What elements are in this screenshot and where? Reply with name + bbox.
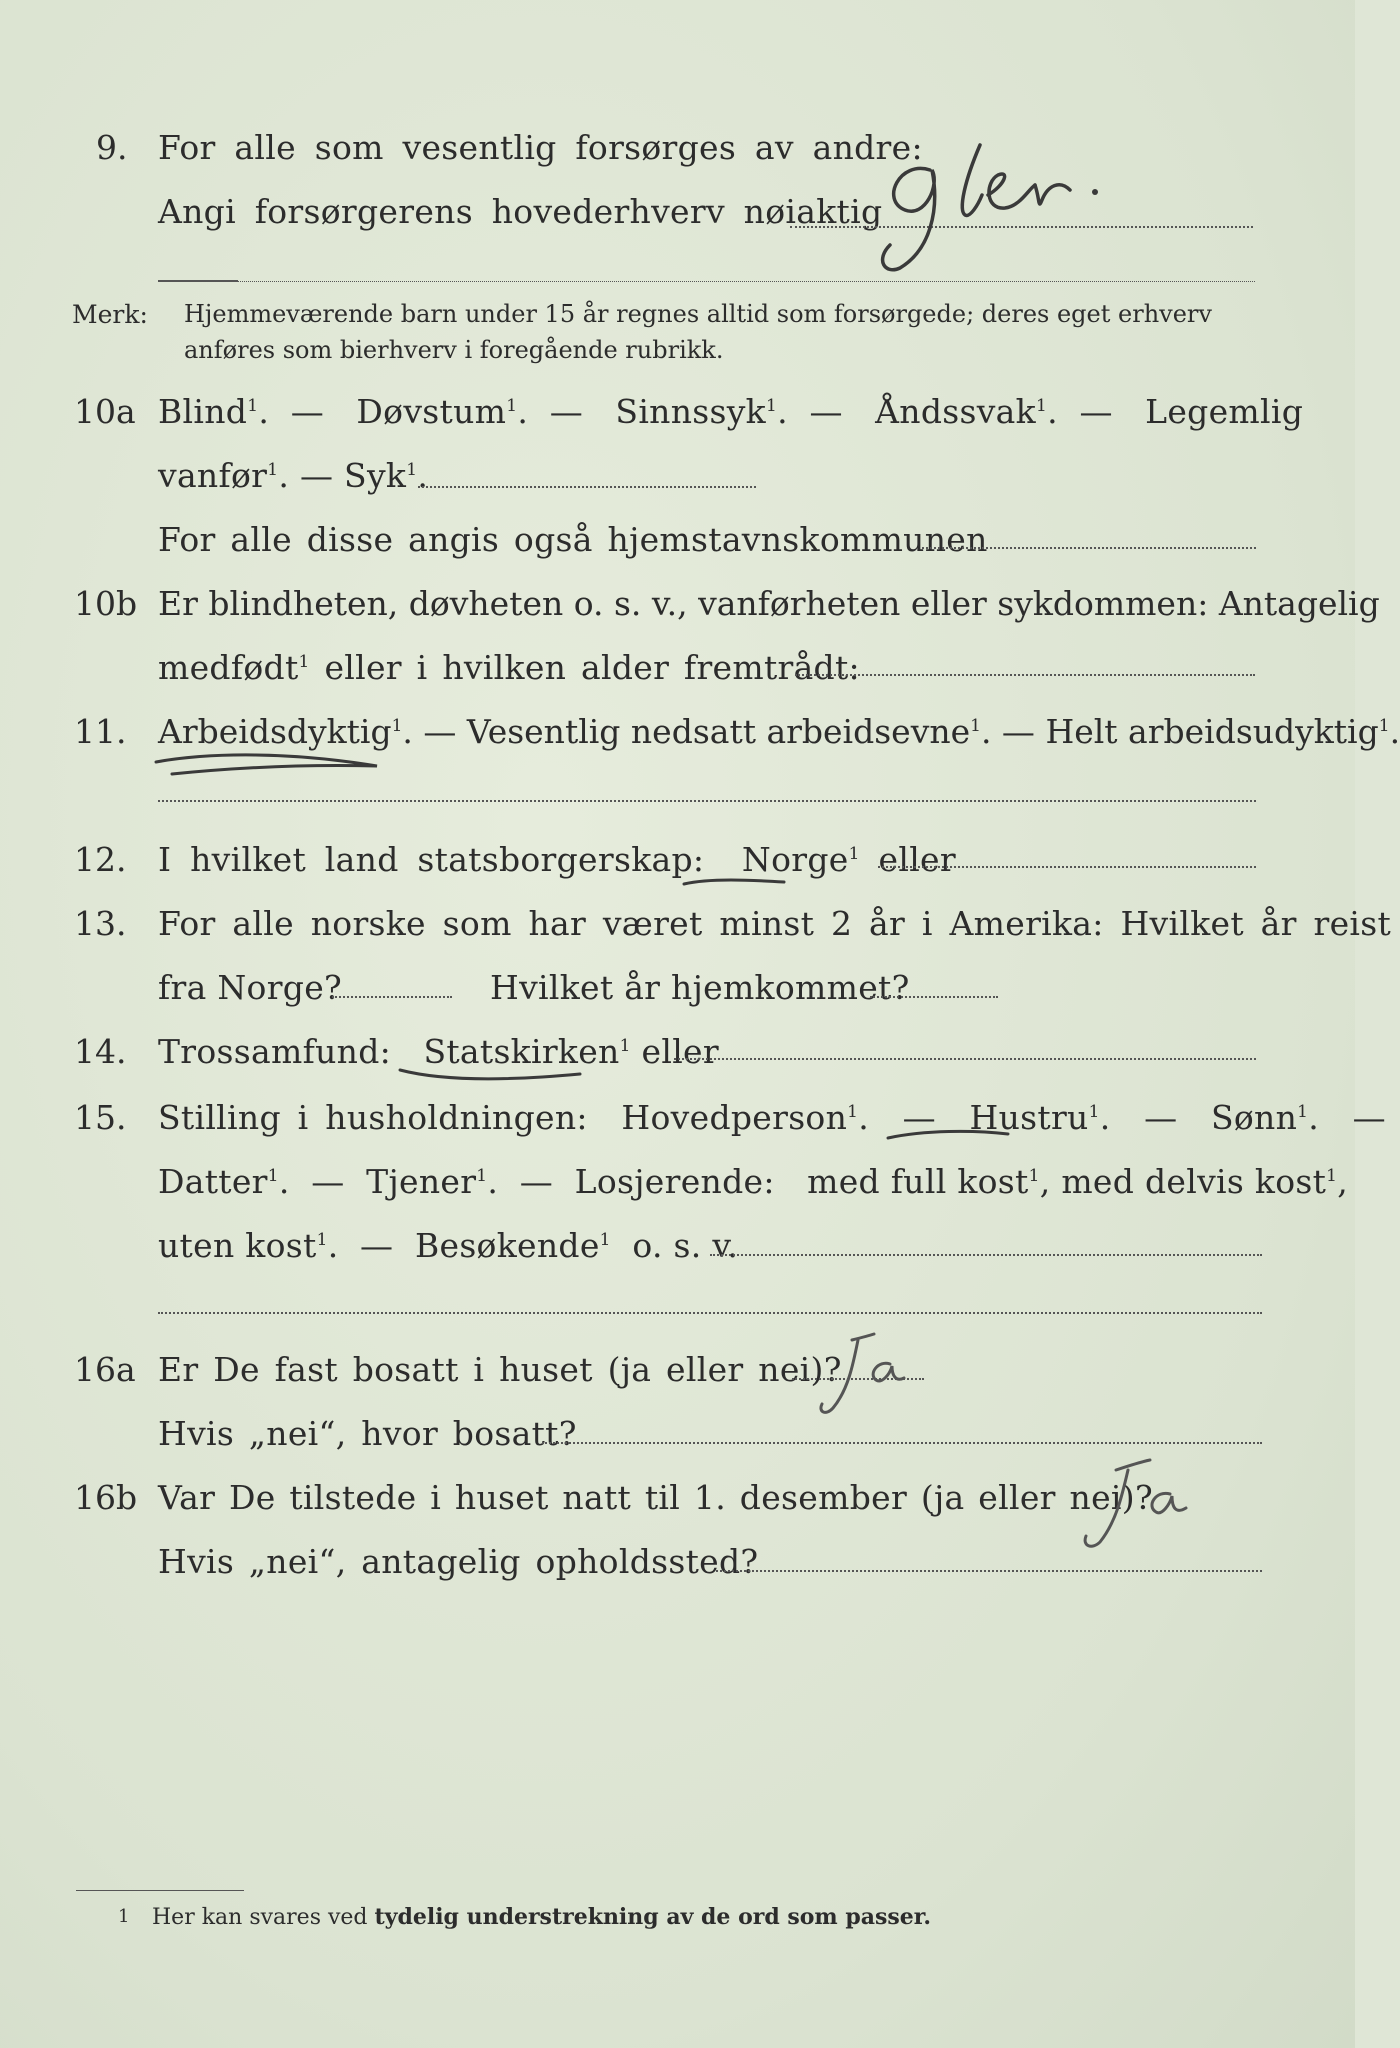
q12-handwritten-underline bbox=[680, 874, 790, 898]
merk-line1: Hjemmeværende barn under 15 år regnes alltid som forsørgede; deres eget erhverv bbox=[184, 300, 1212, 328]
q14-eller: eller bbox=[641, 1032, 719, 1071]
q14-text: Trossamfund: bbox=[158, 1032, 392, 1071]
q9-number: 9. bbox=[96, 128, 128, 167]
q13-hjem: Hvilket år hjemkommet? bbox=[490, 968, 910, 1007]
q13-number: 13. bbox=[74, 904, 127, 943]
q10a-hjemstavn-line bbox=[922, 547, 1256, 549]
q10b-line1: Er blindheten, døvheten o. s. v., vanførheten eller sykdommen: Antagelig bbox=[158, 584, 1380, 623]
q13-hjem-line bbox=[870, 996, 998, 998]
q14-number: 14. bbox=[74, 1032, 127, 1071]
q16a-bosatt-line bbox=[542, 1442, 1262, 1444]
q11-handwritten-underline bbox=[152, 748, 382, 782]
handwriting-ja-icon bbox=[808, 1330, 918, 1420]
q16b-number: 16b bbox=[74, 1478, 138, 1517]
footnote-rule bbox=[76, 1890, 244, 1891]
underline-stroke-icon bbox=[884, 1124, 1014, 1148]
q15-stilling: Stilling i husholdningen: bbox=[158, 1098, 588, 1137]
handwriting-ja-icon bbox=[1070, 1456, 1210, 1556]
q16b-line2: Hvis „nei“, antagelig opholdssted? bbox=[158, 1542, 759, 1581]
q16a-line1: Er De fast bosatt i huset (ja eller nei)? bbox=[158, 1350, 842, 1389]
q15-answer-line bbox=[710, 1254, 1262, 1256]
q10a-line2: vanfør$^1$. — Syk$^1$. bbox=[158, 456, 429, 495]
q15-number: 15. bbox=[74, 1098, 127, 1137]
opt-delvis-kost: med delvis kost bbox=[1061, 1162, 1327, 1201]
q12-answer-line bbox=[878, 866, 1256, 868]
opt-norge: Norge bbox=[741, 840, 849, 879]
q14-handwritten-underline bbox=[396, 1062, 586, 1090]
footnote-mark: 1 bbox=[118, 1906, 130, 1927]
opt-tjener: Tjener bbox=[366, 1162, 477, 1201]
opt-sinnssyk: Sinnssyk bbox=[615, 392, 766, 431]
q10b-answer-line bbox=[795, 674, 1255, 676]
q16b-line1: Var De tilstede i huset natt til 1. desember (ja eller nei)? bbox=[158, 1478, 1153, 1517]
q15-answer-line2 bbox=[158, 1312, 1262, 1314]
opt-udyktig: Helt arbeidsudyktig bbox=[1045, 712, 1379, 751]
merk-label: Merk: bbox=[72, 300, 148, 329]
q13-fra: fra Norge? bbox=[158, 968, 343, 1007]
q15-osv: o. s. v. bbox=[632, 1226, 739, 1265]
opt-hovedperson: Hovedperson bbox=[621, 1098, 848, 1137]
opt-datter: Datter bbox=[158, 1162, 268, 1201]
q16a-line2: Hvis „nei“, hvor bosatt? bbox=[158, 1414, 577, 1453]
opt-legemlig: Legemlig bbox=[1145, 392, 1304, 431]
footnote-text bbox=[152, 1904, 931, 1930]
q16a-handwritten-answer bbox=[808, 1330, 918, 1424]
underline-stroke-icon bbox=[680, 874, 790, 894]
q11-number: 11. bbox=[74, 712, 127, 751]
opt-arbeidsdyktig: Arbeidsdyktig bbox=[158, 712, 392, 751]
opt-sonn: Sønn bbox=[1210, 1098, 1298, 1137]
q12-text: I hvilket land statsborgerskap: bbox=[158, 840, 705, 879]
merk-line2: anføres som bierhverv i foregående rubrikk. bbox=[184, 336, 724, 364]
q10a-number: 10a bbox=[74, 392, 136, 431]
footnote-text-b: tydelig understrekning av de ord som passer. bbox=[374, 1904, 932, 1930]
q10a-line3: For alle disse angis også hjemstavnskommunen bbox=[158, 520, 988, 559]
q13-line1: For alle norske som har været minst 2 år i Amerika: Hvilket år reist bbox=[158, 904, 1392, 943]
opt-nedsatt: Vesentlig nedsatt arbeidsevne bbox=[466, 712, 971, 751]
q10b-line2-rest: eller i hvilken alder fremtrådt: bbox=[324, 648, 860, 687]
q11-line: Arbeidsdyktig$^1$. — Vesentlig nedsatt arbeidsevne$^1$. — Helt arbeidsudyktig$^1$. bbox=[158, 712, 1400, 751]
q15-line3: uten kost$^1$. — Besøkende$^1$ o. s. v. bbox=[158, 1226, 739, 1265]
opt-syk: Syk bbox=[344, 456, 407, 495]
opt-andssvak: Åndssvak bbox=[875, 392, 1036, 431]
opt-uten-kost: uten kost bbox=[158, 1226, 317, 1265]
footnote-text-a: Her kan svares ved bbox=[152, 1905, 368, 1930]
opt-besokende: Besøkende bbox=[414, 1226, 600, 1265]
q9-separator bbox=[158, 281, 1255, 282]
q10b-number: 10b bbox=[74, 584, 138, 623]
opt-full-kost: med full kost bbox=[807, 1162, 1029, 1201]
q9-handwritten-answer bbox=[870, 140, 1190, 284]
q10a-syk-line bbox=[418, 486, 756, 488]
q12-eller: eller bbox=[878, 840, 956, 879]
q14-line: Trossamfund: Statskirken$^1$ eller bbox=[158, 1032, 719, 1071]
q16a-number: 16a bbox=[74, 1350, 136, 1389]
q11-answer-line bbox=[158, 800, 1256, 802]
q12-number: 12. bbox=[74, 840, 127, 879]
handwriting-gler-icon bbox=[870, 140, 1190, 280]
underline-stroke-icon bbox=[152, 748, 382, 778]
underline-stroke-icon bbox=[396, 1062, 586, 1086]
opt-dovstum: Døvstum bbox=[356, 392, 507, 431]
q16b-handwritten-answer bbox=[1070, 1456, 1210, 1560]
q10a-line1: Blind$^1$. — Døvstum$^1$. — Sinnssyk$^1$. — Åndssvak$^1$. — Legemlig bbox=[158, 392, 1304, 431]
q15-handwritten-underline bbox=[884, 1124, 1014, 1152]
opt-blind: Blind bbox=[158, 392, 248, 431]
q14-answer-line bbox=[674, 1058, 1256, 1060]
opt-statskirken: Statskirken bbox=[423, 1032, 620, 1071]
q9-line1: For alle som vesentlig forsørges av andre: bbox=[158, 128, 923, 167]
q10b-line2: medfødt$^1$ eller i hvilken alder fremtrådt: bbox=[158, 648, 860, 687]
q9-line2: Angi forsørgerens hovederhverv nøiaktig bbox=[158, 192, 883, 231]
opt-hustru: Hustru bbox=[969, 1098, 1089, 1137]
opt-medfodt: medfødt bbox=[158, 648, 299, 687]
q15-line2: Datter$^1$. — Tjener$^1$. — Losjerende: med full kost$^1$, med delvis kost$^1$, bbox=[158, 1162, 1349, 1201]
q12-line: I hvilket land statsborgerskap: Norge$^1$ eller bbox=[158, 840, 956, 879]
q13-fra-line bbox=[332, 996, 452, 998]
q15-line1: Stilling i husholdningen: Hovedperson$^1$. — Hustru$^1$. — Sønn$^1$. — bbox=[158, 1098, 1386, 1137]
q16b-opholdssted-line bbox=[716, 1570, 1262, 1572]
opt-losjerende: Losjerende: bbox=[574, 1162, 775, 1201]
opt-vanfor: vanfør bbox=[158, 456, 268, 495]
